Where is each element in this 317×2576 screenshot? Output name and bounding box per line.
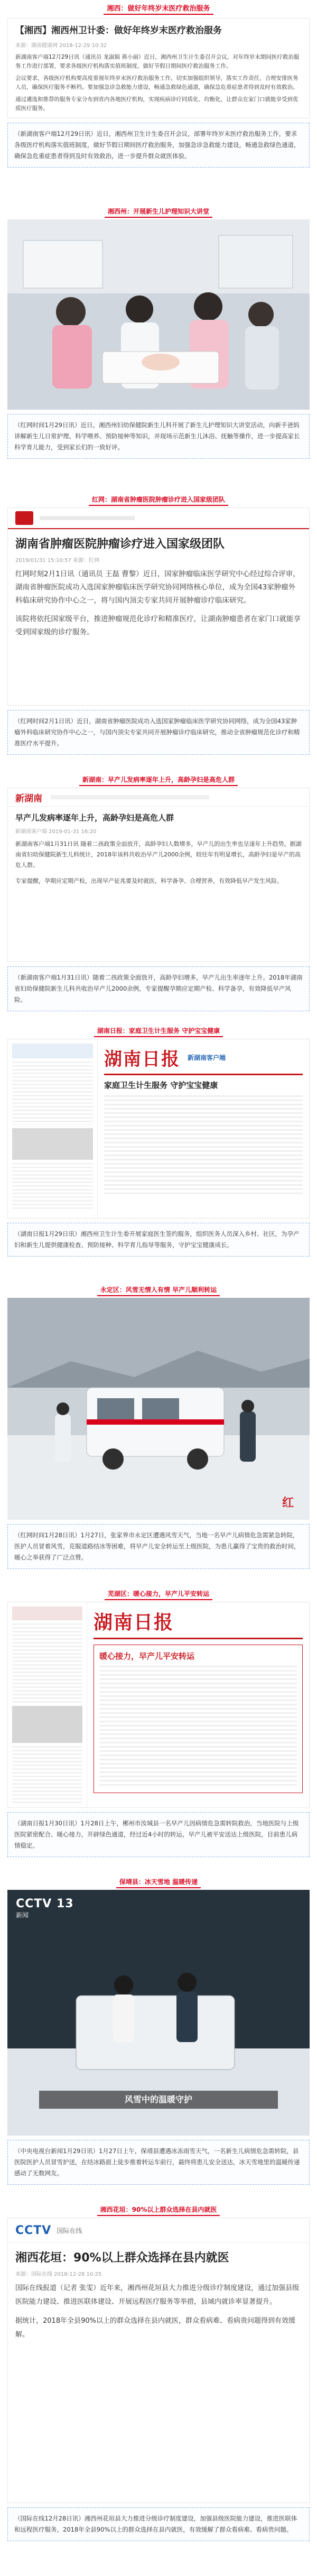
channel-badge [16, 1897, 74, 1919]
news-photo[interactable] [7, 1298, 310, 1520]
newspaper-clip[interactable] [7, 1602, 310, 1808]
article-paragraph: 通过遴选和推荐的服务专家分布到省内各地医疗机构，实现疾病诊疗同质化、均衡化，让群众在家门口就能享受到优质医疗服务。 [15, 96, 299, 112]
article-paragraph: 据统计，2018年全县90%以上的群众选择在县内就医，群众看病难、看病贵问题得到有效缓解。 [15, 2317, 295, 2339]
site-subtitle: 国际在线 [57, 2227, 82, 2235]
article-meta: 来源：国际在线 2018-12-28 10:25 [15, 2272, 102, 2277]
svg-text:红: 红 [282, 1497, 294, 1510]
article-headline[interactable]: 早产儿发病率逐年上升，高龄孕妇是高危人群 [15, 813, 174, 823]
edition-label: 新湖南客户端 [188, 1054, 226, 1061]
newspaper-column [12, 1061, 93, 1125]
section-2 [0, 204, 317, 492]
section-summary: （中央电视台新闻1月29日讯）1月27日上午，保靖县遭遇冰冻雨雪天气，一名新生儿病情危急需转院，县医院医护人员冒雪护送，在结冰路面上徒步推着转运车前行，最终将患儿安全送达，冰天雪地里的温暖传递感动了无数网友。 [7, 2140, 310, 2185]
article-paragraph: 国际在线报道（记者 张雯）近年来，湘西州花垣县大力推进分级诊疗制度建设，通过加强县级医院能力建设、推进医联体建设、开展远程医疗服务等举措，县域内就诊率显著提升。 [15, 2284, 300, 2306]
newspaper-column [12, 1623, 82, 1703]
tv-screenshot[interactable] [7, 1890, 310, 2136]
section-4 [0, 772, 317, 1023]
section-banner: 湘西州：开展新生儿护理知识大讲堂 [0, 204, 317, 219]
site-nav-bar [51, 795, 209, 799]
article-card[interactable] [7, 18, 310, 118]
section-banner: 红网：湖南省肿瘤医院肿瘤诊疗进入国家级团队 [0, 492, 317, 507]
article-headline[interactable]: 湘西花垣：90%以上群众选择在县内就医 [15, 2251, 229, 2265]
article-card[interactable] [7, 788, 310, 962]
site-header [8, 2218, 309, 2243]
section-1 [0, 0, 317, 204]
snow-transport-photo [7, 1298, 310, 1520]
newspaper-page [8, 1039, 98, 1218]
section-3 [0, 492, 317, 772]
news-photo[interactable] [7, 219, 310, 410]
section-banner: 芜湖区：暖心接力，早产儿平安转运 [0, 1586, 317, 1602]
section-8 [0, 1874, 317, 2202]
article-paragraph: 红网时刻2月1日讯（通讯员 王磊 曹黎）近日，国家肿瘤临床医学研究中心经过综合评审，湖南省肿瘤医院成功入选国家肿瘤临床医学研究协同网络核心单位，成为全国43家肿瘤外科临床研究协作中心之一，将与国内顶尖专家共同开展肿瘤诊疗临床研究。 [15, 570, 300, 605]
article-meta: 2019/01/31 15:10:57 来源：红网 [15, 558, 99, 564]
newspaper-logo: 湖南日报 [104, 1049, 180, 1070]
section-summary: （新湖南客户端1月31日讯）随着二孩政策全面放开，高龄孕妇增多，早产儿出生率逐年上升。2018年湖南省妇幼保健院新生儿科共收治早产儿2000余例，专家提醒孕期应定期产检、科学备孕，有效降低早产风险。 [7, 966, 310, 1011]
site-header [8, 788, 309, 807]
section-banner: 湘西花垣：90%以上群众选择在县内就医 [0, 2202, 317, 2218]
article-paragraph: 专家提醒，孕期应定期产检，出现早产征兆要及时就医，科学备孕、合理营养，有效降低早产发生风险。 [15, 878, 283, 884]
article-meta: 来源：湖南健康网 2018-12-29 10:32 [15, 43, 107, 49]
newspaper-photo [12, 1128, 93, 1160]
newspaper-feature [98, 1039, 309, 1218]
newspaper-column [12, 1746, 82, 1804]
feature-box [94, 1645, 303, 1793]
newspaper-title-row [104, 1045, 303, 1070]
section-banner: 新湖南：早产儿发病率逐年上升，高龄孕妇是高危人群 [0, 772, 317, 788]
section-9 [0, 2202, 317, 2576]
article-paragraph: 新湖南客户端12月29日讯（通讯员 龙淑娟 蒋小丽）近日，湘西州卫生计生委召开会议，对年终岁末期间医疗救治服务工作进行部署，要求各级医疗机构落实值班制度，做好节假日期间医疗救治服务工作。 [15, 54, 300, 69]
channel-subname: 新闻 [16, 1912, 29, 1919]
article-meta: 新湖南客户端 2019-01-31 16:20 [15, 829, 97, 835]
section-banner: 保靖县：冰天雪地 温暖传递 [0, 1874, 317, 1890]
feature-headline: 暖心接力，早产儿平安转运 [99, 1651, 195, 1661]
article-headline[interactable]: 湖南省肿瘤医院肿瘤诊疗进入国家级团队 [15, 538, 225, 551]
section-summary: （红网时间1月28日讯）1月27日，张家界市永定区遭遇风雪天气，当地一名早产儿病情危急需紧急转院，医护人员冒着风雪，克服道路结冰等困难，将早产儿安全转运至上级医院，为患儿赢得了宝贵的救治时间，暖心之举获得了广泛点赞。 [7, 1524, 310, 1569]
feature-body [99, 1666, 297, 1787]
feature-body [104, 1095, 303, 1196]
section-summary: （湖南日报1月30日讯）1月28日上午，郴州市汝城县一名早产儿因病情危急需转院救治，当地医院与上级医院紧密配合、暖心接力，开辟绿色通道，经过近4小时的转运，早产儿被平安送达上级医院，目前患儿病情稳定。 [7, 1812, 310, 1857]
newspaper-rule [94, 1638, 303, 1639]
newspaper-masthead [12, 1606, 82, 1620]
newspaper-masthead [12, 1044, 93, 1058]
site-header [8, 508, 309, 529]
article-paragraph: 会议要求，各级医疗机构要高度重视年终岁末医疗救治服务工作，切实加强组织领导，落实工作责任，合理安排医务人员，确保医疗服务不断档。要加强急诊急救能力建设，畅通急救绿色通道，确保急危重症患者得到及时有效救治。 [15, 75, 299, 90]
section-summary: （红网时间1月29日讯）近日，湘西州妇幼保健院新生儿科开展了新生儿护理知识大讲堂活动，向新手爸妈讲解新生儿日常护理、科学喂养、预防接种等知识，并现场示范新生儿沐浴、抚触等操作，进一步提高家长科学育儿能力，受到家长们的一致好评。 [7, 414, 310, 459]
newspaper-photo [12, 1706, 82, 1743]
cctv-logo: CCTV [15, 2223, 52, 2237]
article-headline[interactable]: 【湘西】湘西州卫计委：做好年终岁末医疗救治服务 [15, 25, 222, 36]
channel-name: CCTV 13 [16, 1897, 74, 1910]
rednet-logo-icon [15, 511, 33, 525]
section-banner: 湘西：做好年终岁末医疗救治服务 [0, 0, 317, 18]
section-banner: 永定区：风雪无情人有情 早产儿顺利转运 [0, 1282, 317, 1298]
article-paragraph: 新湖南客户端1月31日讯 随着二孩政策全面放开，高龄孕妇人数增多，早产儿的出生率也呈逐年上升趋势。据湖南省妇幼保健院新生儿科统计，2018年该科共收治早产儿2000余例，较往年有明显增长，高龄孕妇是早产的高危人群。 [15, 841, 302, 869]
section-5 [0, 1023, 317, 1282]
nursing-lecture-photo [7, 219, 310, 410]
feature-headline: 家庭卫生计生服务 守护宝宝健康 [104, 1081, 218, 1090]
section-summary: （红网时间2月1日讯）近日，湖南省肿瘤医院成功入选国家肿瘤临床医学研究协同网络，成为全国43家肿瘤外科临床研究协作中心之一，与国内顶尖专家共同开展肿瘤诊疗临床研究，推动全省肿瘤规范化诊疗和精准医疗水平提升。 [7, 710, 310, 755]
newspaper-column [12, 1163, 93, 1211]
newspaper-logo: 湖南日报 [94, 1611, 174, 1633]
newspaper-feature [87, 1602, 309, 1807]
newspaper-rule [104, 1074, 303, 1075]
site-logo: 新湖南 [15, 793, 42, 804]
video-caption: 风雪中的温暖守护 [124, 2094, 192, 2104]
site-divider [40, 516, 135, 520]
newspaper-clip[interactable] [7, 1039, 310, 1218]
section-summary: （国际在线12月28日讯）湘西州花垣县大力推进分级诊疗制度建设，加强县级医院能力建设，推进医联体和远程医疗服务，2018年全县90%以上的群众选择在县内就医，有效缓解了群众看病难、看病贵问题。 [7, 2507, 310, 2541]
section-summary: （湖南日报1月29日讯）湘西州卫生计生委开展家庭医生签约服务，组织医务人员深入乡村、社区，为孕产妇和新生儿提供健康检查、预防接种、科学育儿指导等服务，守护宝宝健康成长。 [7, 1223, 310, 1257]
article-paragraph: 该院将依托国家级平台，推进肿瘤规范化诊疗和精准医疗，让湖南肿瘤患者在家门口就能享受到国家级的诊疗服务。 [15, 615, 301, 636]
article-card[interactable] [7, 507, 310, 706]
section-summary: （新湖南客户端12月29日讯）近日，湘西州卫生计生委召开会议，部署年终岁末医疗救治服务工作，要求各级医疗机构落实值班制度，做好节假日期间医疗救治服务，加强急诊急救能力建设，畅通急救绿色通道，确保急危重症患者得到及时有效救治，进一步提升群众就医体验。 [7, 123, 310, 168]
newspaper-page [8, 1602, 87, 1807]
article-card[interactable] [7, 2218, 310, 2503]
section-7 [0, 1586, 317, 1874]
section-6 [0, 1282, 317, 1586]
section-banner: 湖南日报：家庭卫生计生服务 守护宝宝健康 [0, 1023, 317, 1039]
